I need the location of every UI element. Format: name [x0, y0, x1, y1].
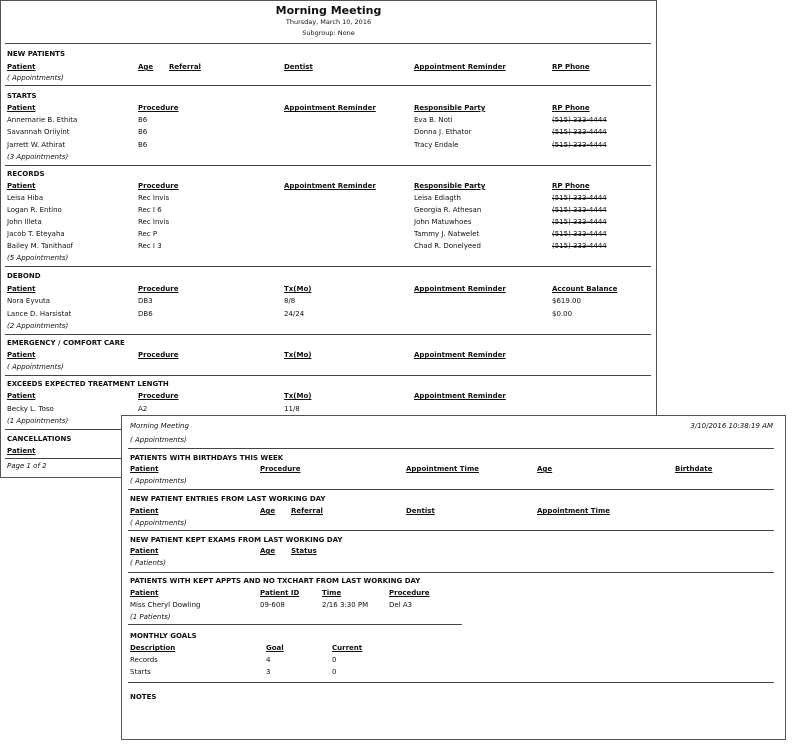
- cell-patient: Nora Eyvuta: [7, 297, 51, 305]
- appointment-count: (2 Appointments): [7, 322, 69, 330]
- section-heading-new-patient-entries: NEW PATIENT ENTRIES FROM LAST WORKING DAY: [130, 495, 326, 503]
- col-header-account-balance: Account Balance: [552, 285, 618, 293]
- cell-procedure: DB3: [138, 297, 153, 305]
- appointment-count: (1 Appointments): [7, 417, 69, 425]
- cell-procedure: Del A3: [389, 601, 413, 609]
- cell-goal: 4: [266, 656, 271, 664]
- appointment-count: ( Appointments): [130, 477, 187, 485]
- cell-procedure: B6: [138, 141, 148, 149]
- divider: [128, 682, 774, 683]
- cell-responsible-party: Eva B. Noti: [414, 116, 453, 124]
- section-heading-debond: DEBOND: [7, 272, 41, 280]
- cell-patient: Logan R. Entino: [7, 206, 62, 214]
- cell-patient: Lance D. Harsistat: [7, 310, 72, 318]
- cell-patient-id: 09-608: [260, 601, 285, 609]
- cell-procedure: B6: [138, 128, 148, 136]
- divider: [128, 489, 774, 490]
- report-date: Thursday, March 10, 2016: [285, 18, 372, 26]
- cell-patient: Bailey M. Tanithaof: [7, 242, 74, 250]
- cell-patient: Miss Cheryl Dowling: [130, 601, 201, 609]
- cell-rp-phone: (515) 333-4444: [552, 141, 607, 149]
- divider: [128, 530, 774, 531]
- cell-rp-phone: (515) 333-4444: [552, 194, 607, 202]
- cell-time: 2/16 3:30 PM: [322, 601, 369, 609]
- cell-responsible-party: Leisa Ediagth: [414, 194, 461, 202]
- col-header-procedure: Procedure: [389, 589, 430, 597]
- col-header-rp-phone: RP Phone: [552, 182, 590, 190]
- page-header-timestamp: 3/10/2016 10:38:19 AM: [690, 422, 773, 430]
- col-header-appointment-reminder: Appointment Reminder: [414, 63, 506, 71]
- col-header-procedure: Procedure: [138, 351, 179, 359]
- cell-patient: Jacob T. Eteyaha: [7, 230, 65, 238]
- cell-responsible-party: Tammy J. Natwelet: [414, 230, 480, 238]
- cell-patient: Annemarie B. Ethita: [7, 116, 78, 124]
- divider: [128, 572, 774, 573]
- cell-patient: Becky L. Toso: [7, 405, 54, 413]
- col-header-patient-id: Patient ID: [260, 589, 300, 597]
- col-header-referral: Referral: [169, 63, 201, 71]
- cell-tx-mo: 24/24: [284, 310, 305, 318]
- cell-procedure: Rec Invis: [138, 194, 170, 202]
- report-page-2: [121, 415, 786, 740]
- cell-procedure: A2: [138, 405, 148, 413]
- cell-account-balance: $0.00: [552, 310, 573, 318]
- cell-responsible-party: John Matuwhoes: [414, 218, 472, 226]
- cell-procedure: Rec P: [138, 230, 158, 238]
- page-number: Page 1 of 2: [7, 462, 47, 470]
- section-heading-kept-exams: NEW PATIENT KEPT EXAMS FROM LAST WORKING DAY: [130, 536, 343, 544]
- cell-tx-mo: 8/8: [284, 297, 296, 305]
- cell-responsible-party: Georgia R. Athesan: [414, 206, 482, 214]
- appointment-count: (3 Appointments): [7, 153, 69, 161]
- col-header-appointment-reminder: Appointment Reminder: [284, 182, 376, 190]
- divider: [5, 334, 651, 335]
- col-header-age: Age: [260, 507, 276, 515]
- patient-count: (1 Patients): [130, 613, 171, 621]
- section-heading-new-patients: NEW PATIENTS: [7, 50, 65, 58]
- divider: [5, 85, 651, 86]
- divider: [5, 165, 651, 166]
- col-header-age: Age: [537, 465, 553, 473]
- col-header-patient: Patient: [7, 285, 36, 293]
- divider: [5, 375, 651, 376]
- col-header-appointment-reminder: Appointment Reminder: [414, 351, 506, 359]
- cell-rp-phone: (515) 333-4444: [552, 230, 607, 238]
- col-header-appointment-reminder: Appointment Reminder: [284, 104, 376, 112]
- report-title: Morning Meeting: [275, 4, 382, 17]
- col-header-current: Current: [332, 644, 363, 652]
- appointment-count: (5 Appointments): [7, 254, 69, 262]
- col-header-tx-mo: Tx(Mo): [284, 285, 312, 293]
- divider: [128, 624, 462, 625]
- cell-procedure: Rec I 3: [138, 242, 162, 250]
- col-header-responsible-party: Responsible Party: [414, 182, 486, 190]
- section-heading-birthdays: PATIENTS WITH BIRTHDAYS THIS WEEK: [130, 454, 284, 462]
- cell-rp-phone: (515) 333-4444: [552, 206, 607, 214]
- col-header-tx-mo: Tx(Mo): [284, 392, 312, 400]
- col-header-referral: Referral: [291, 507, 323, 515]
- col-header-patient: Patient: [7, 351, 36, 359]
- col-header-appointment-reminder: Appointment Reminder: [414, 392, 506, 400]
- cell-rp-phone: (515) 333-4444: [552, 128, 607, 136]
- col-header-procedure: Procedure: [138, 285, 179, 293]
- col-header-age: Age: [260, 547, 276, 555]
- cell-current: 0: [332, 668, 337, 676]
- cell-patient: Jarrett W. Athirat: [7, 141, 66, 149]
- section-heading-notes: NOTES: [130, 693, 157, 701]
- col-header-patient: Patient: [130, 589, 159, 597]
- appointment-count: ( Appointments): [7, 74, 64, 82]
- col-header-patient: Patient: [7, 63, 36, 71]
- col-header-status: Status: [291, 547, 317, 555]
- page-header-title: Morning Meeting: [130, 422, 189, 430]
- cell-current: 0: [332, 656, 337, 664]
- col-header-procedure: Procedure: [260, 465, 301, 473]
- report-subgroup: Subgroup: None: [302, 29, 355, 37]
- section-heading-records: RECORDS: [7, 170, 45, 178]
- col-header-responsible-party: Responsible Party: [414, 104, 486, 112]
- col-header-dentist: Dentist: [406, 507, 435, 515]
- divider: [5, 266, 651, 267]
- cell-responsible-party: Chad R. Donelyeed: [414, 242, 481, 250]
- appointment-count: ( Appointments): [130, 519, 187, 527]
- col-header-birthdate: Birthdate: [675, 465, 713, 473]
- col-header-procedure: Procedure: [138, 392, 179, 400]
- cell-responsible-party: Donna J. Ethator: [414, 128, 472, 136]
- col-header-patient: Patient: [130, 547, 159, 555]
- cell-responsible-party: Tracy Endale: [414, 141, 459, 149]
- col-header-rp-phone: RP Phone: [552, 104, 590, 112]
- cell-procedure: Rec Invis: [138, 218, 170, 226]
- col-header-appointment-time: Appointment Time: [537, 507, 611, 515]
- col-header-age: Age: [138, 63, 154, 71]
- section-heading-no-txchart: PATIENTS WITH KEPT APPTS AND NO TXCHART FROM LAST WORKING DAY: [130, 577, 421, 585]
- col-header-patient: Patient: [130, 507, 159, 515]
- col-header-patient: Patient: [7, 447, 36, 455]
- col-header-appointment-reminder: Appointment Reminder: [414, 285, 506, 293]
- cell-patient: John Illeta: [7, 218, 42, 226]
- cell-tx-mo: 11/8: [284, 405, 300, 413]
- cell-patient: Leisa Hiba: [7, 194, 44, 202]
- cell-description: Starts: [130, 668, 151, 676]
- cell-procedure: DB6: [138, 310, 153, 318]
- col-header-dentist: Dentist: [284, 63, 313, 71]
- col-header-patient: Patient: [7, 104, 36, 112]
- section-heading-cancellations: CANCELLATIONS: [7, 435, 72, 443]
- cell-description: Records: [130, 656, 158, 664]
- col-header-tx-mo: Tx(Mo): [284, 351, 312, 359]
- col-header-rp-phone: RP Phone: [552, 63, 590, 71]
- col-header-time: Time: [322, 589, 342, 597]
- cell-account-balance: $619.00: [552, 297, 581, 305]
- section-heading-emergency: EMERGENCY / COMFORT CARE: [7, 339, 125, 347]
- appointment-count: ( Appointments): [130, 436, 187, 444]
- col-header-patient: Patient: [7, 392, 36, 400]
- cell-rp-phone: (515) 333-4444: [552, 218, 607, 226]
- divider: [5, 43, 651, 44]
- section-heading-monthly-goals: MONTHLY GOALS: [130, 632, 197, 640]
- section-heading-exceeds-treatment: EXCEEDS EXPECTED TREATMENT LENGTH: [7, 380, 169, 388]
- cell-rp-phone: (515) 333-4444: [552, 242, 607, 250]
- cell-patient: Savannah Oriiyint: [7, 128, 70, 136]
- col-header-procedure: Procedure: [138, 104, 179, 112]
- cell-rp-phone: (515) 333-4444: [552, 116, 607, 124]
- cell-procedure: Rec I 6: [138, 206, 162, 214]
- col-header-procedure: Procedure: [138, 182, 179, 190]
- col-header-appointment-time: Appointment Time: [406, 465, 480, 473]
- cell-goal: 3: [266, 668, 271, 676]
- col-header-patient: Patient: [7, 182, 36, 190]
- col-header-patient: Patient: [130, 465, 159, 473]
- patient-count: ( Patients): [130, 559, 167, 567]
- divider: [128, 448, 774, 449]
- section-heading-starts: STARTS: [7, 92, 37, 100]
- col-header-description: Description: [130, 644, 176, 652]
- cell-procedure: B6: [138, 116, 148, 124]
- col-header-goal: Goal: [266, 644, 284, 652]
- appointment-count: ( Appointments): [7, 363, 64, 371]
